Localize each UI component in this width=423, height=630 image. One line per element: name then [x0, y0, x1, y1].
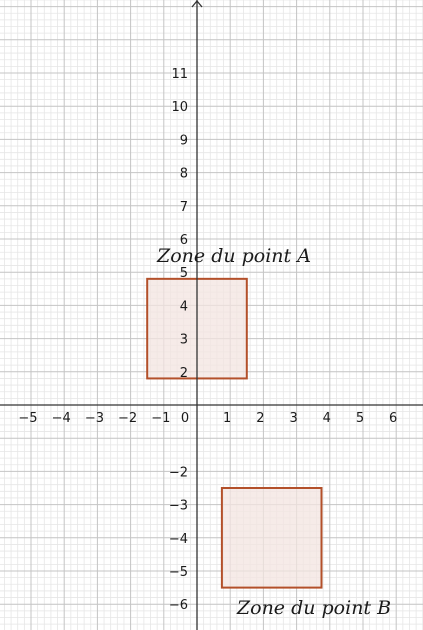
- y-tick-label: 8: [179, 166, 188, 182]
- y-tick-label: 6: [179, 233, 188, 248]
- y-tick-label: −6: [168, 598, 188, 614]
- x-tick-label: −5: [18, 411, 38, 426]
- y-tick-label: 7: [179, 199, 188, 215]
- origin-label: 0: [180, 411, 190, 426]
- x-tick-label: −1: [151, 411, 171, 426]
- x-tick-label: 6: [389, 411, 398, 426]
- y-tick-label: −3: [168, 498, 188, 514]
- x-tick-label: −3: [84, 411, 104, 426]
- x-tick-label: −2: [118, 411, 138, 426]
- x-tick-label: 5: [355, 411, 365, 426]
- x-tick-label: 4: [322, 411, 331, 426]
- x-tick-label: 3: [289, 411, 298, 426]
- y-tick-label: −4: [168, 531, 188, 547]
- x-tick-label: 2: [256, 411, 265, 426]
- y-tick-label: 4: [179, 299, 188, 315]
- y-tick-label: 2: [179, 365, 188, 381]
- y-tick-label: 10: [171, 100, 188, 116]
- y-tick-label: −5: [168, 565, 188, 580]
- zone-rect-b: [222, 488, 322, 588]
- x-tick-label: 1: [223, 411, 232, 426]
- zone-a-label: Zone du point A: [157, 245, 311, 267]
- y-tick-label: 3: [179, 332, 188, 348]
- y-tick-label: 5: [179, 266, 188, 282]
- zone-b-label: Zone du point B: [236, 597, 392, 619]
- y-tick-label: −2: [168, 465, 188, 481]
- y-tick-label: 11: [171, 67, 188, 82]
- y-tick-label: 9: [179, 133, 188, 149]
- x-tick-label: −4: [51, 411, 71, 426]
